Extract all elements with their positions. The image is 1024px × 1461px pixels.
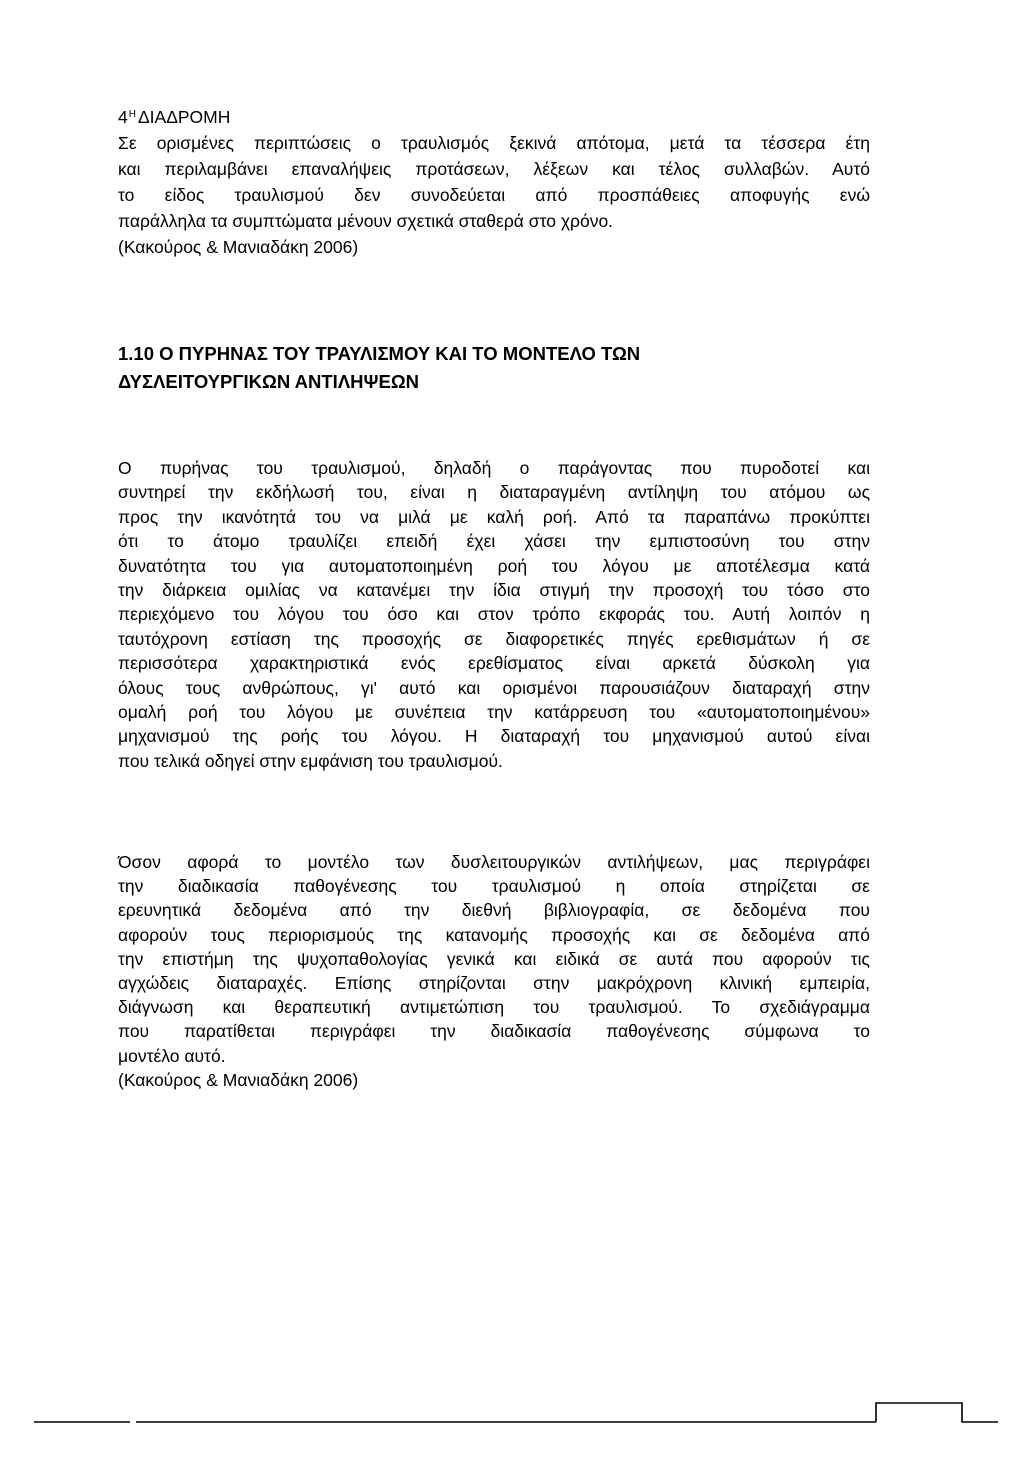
paragraph-line: που παρατίθεται περιγράφει την διαδικασία παθογένεσης σύμφωνα το: [118, 1021, 870, 1042]
paragraph-line: προς την ικανότητά του να μιλά με καλή ροή. Από τα παραπάνω προκύπτει: [118, 506, 870, 527]
paragraph-line: ταυτόχρονη εστίαση της προσοχής σε διαφορετικές πηγές ερεθισμάτων ή σε: [118, 628, 870, 649]
paragraph-line: περιεχόμενο του λόγου του όσο και στον τρόπο εκφοράς του. Αυτή λοιπόν η: [118, 604, 870, 625]
paragraph-line: την διάρκεια ομιλίας να κατανέμει την ίδια στιγμή την προσοχή του τόσο στο: [118, 579, 870, 600]
route-line: και περιλαμβάνει επαναλήψεις προτάσεων, λέξεων και τέλος συλλαβών. Αυτό: [118, 159, 870, 179]
route-citation: (Κακούρος & Μανιαδάκη 2006): [118, 237, 359, 257]
paragraph-model: [118, 850, 870, 1092]
paragraph-line: αφορούν τους περιορισμούς της κατανομής προσοχής και σε δεδομένα από: [118, 924, 870, 945]
route-title-text: ΔΙΑΔΡΟΜΗ: [137, 107, 231, 127]
paragraph-line: ομαλή ροή του λόγου με συνέπεια την κατάρρευση του «αυτοματοποιημένου»: [118, 701, 870, 722]
footer-rule-step: [876, 1403, 998, 1422]
paragraph-core: [118, 456, 870, 773]
section-heading-line: 1.10 Ο ΠΥΡΗΝΑΣ ΤΟΥ ΤΡΑΥΛΙΣΜΟΥ ΚΑΙ ΤΟ ΜΟΝΤΕΛΟ ΤΩΝ: [118, 343, 641, 364]
section-heading: [118, 340, 870, 396]
paragraph-line: ερευνητικά δεδομένα από την διεθνή βιβλιογραφία, σε δεδομένα που: [118, 900, 870, 921]
route-section: [118, 104, 870, 260]
route-line: Σε ορισμένες περιπτώσεις ο τραυλισμός ξεκινά απότομα, μετά τα τέσσερα έτη: [118, 133, 870, 153]
paragraph-line: την επιστήμη της ψυχοπαθολογίας γενικά και ειδικά σε αυτά που αφορούν τις: [118, 948, 870, 969]
paragraph-line: δυνατότητα του για αυτοματοποιημένη ροή του λόγου με αποτέλεσμα κατά: [118, 555, 870, 576]
route-title: [118, 104, 870, 130]
paragraph-line: όλους τους ανθρώπους, γι' αυτό και ορισμένοι παρουσιάζουν διαταραχή στην: [118, 677, 870, 698]
paragraph-line: αγχώδεις διαταραχές. Επίσης στηρίζονται στην μακρόχρονη κλινική εμπειρία,: [118, 972, 870, 993]
paragraph-line: την διαδικασία παθογένεσης του τραυλισμού η οποία στηρίζεται σε: [118, 876, 870, 897]
paragraph-line: περισσότερα χαρακτηριστικά ενός ερεθίσματος είναι αρκετά δύσκολη για: [118, 653, 870, 674]
paragraph-line: μοντέλο αυτό.: [118, 1045, 226, 1066]
route-line: παράλληλα τα συμπτώματα μένουν σχετικά σταθερά στο χρόνο.: [118, 211, 614, 231]
paragraph-line: μηχανισμού της ροής του λόγου. Η διαταραχή του μηχανισμού αυτού είναι: [118, 726, 870, 747]
paragraph-line: ότι το άτομο τραυλίζει επειδή έχει χάσει την εμπιστοσύνη του στην: [118, 531, 870, 552]
paragraph-line: διάγνωση και θεραπευτική αντιμετώπιση του τραυλισμού. Το σχεδιάγραμμα: [118, 997, 870, 1018]
paragraph-line: Ο πυρήνας του τραυλισμού, δηλαδή ο παράγοντας που πυροδοτεί και: [118, 458, 870, 478]
route-line: το είδος τραυλισμού δεν συνοδεύεται από προσπάθειες αποφυγής ενώ: [118, 185, 870, 205]
paragraph-citation: (Κακούρος & Μανιαδάκη 2006): [118, 1069, 359, 1090]
paragraph-line: συντηρεί την εκδήλωσή του, είναι η διαταραγμένη αντίληψη του ατόμου ως: [118, 482, 870, 503]
paragraph-line: Όσον αφορά το μοντέλο των δυσλειτουργικών αντιλήψεων, μας περιγράφει: [118, 852, 870, 872]
section-heading-line: ΔΥΣΛΕΙΤΟΥΡΓΙΚΩΝ ΑΝΤΙΛΗΨΕΩΝ: [118, 371, 420, 392]
route-title-number: 4: [118, 107, 128, 127]
paragraph-line: που τελικά οδηγεί στην εμφάνιση του τραυλισμού.: [118, 750, 503, 771]
footer-rule: [34, 1399, 998, 1429]
route-title-superscript: Η: [128, 109, 136, 120]
